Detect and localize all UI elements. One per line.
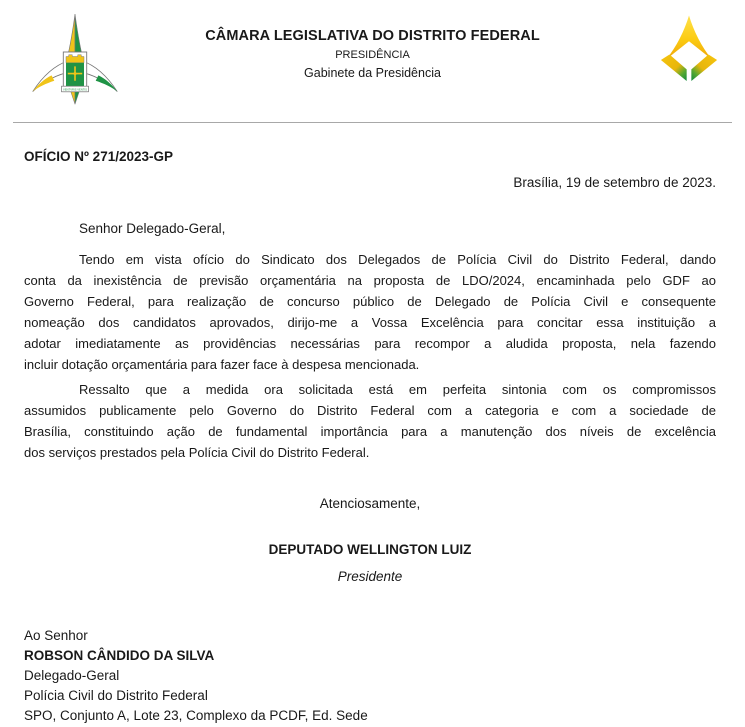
- closing-phrase: Atenciosamente,: [319, 496, 421, 511]
- letterhead-text: [130, 28, 615, 81]
- oficio-reference: OFÍCIO Nº 271/2023-GP: [24, 149, 173, 164]
- recipient-name: ROBSON CÂNDIDO DA SILVA: [24, 648, 215, 663]
- paragraph-line: nomeação dos candidatos aprovados, dirijo-me a Vossa Excelência para concitar essa instituição a: [24, 315, 716, 330]
- paragraph-line: Tendo em vista ofício do Sindicato dos Delegados de Polícia Civil do Distrito Federal, dando: [79, 252, 716, 267]
- paragraph-line: dos serviços prestados pela Polícia Civil do Distrito Federal.: [24, 445, 370, 460]
- recipient-block: [24, 626, 716, 726]
- signer-name: DEPUTADO WELLINGTON LUIZ: [268, 542, 472, 557]
- signer-title: Presidente: [337, 569, 403, 584]
- recipient-org: Polícia Civil do Distrito Federal: [24, 688, 208, 703]
- cldf-logo-icon: [650, 12, 728, 108]
- org-department: PRESIDÊNCIA: [335, 49, 410, 61]
- paragraph-line: incluir dotação orçamentária para fazer face à despesa mencionada.: [24, 357, 420, 372]
- paragraph-line: conta da inexistência de previsão orçamentária na proposta de LDO/2024, encaminhada pelo GDF ao: [24, 273, 716, 288]
- salutation: Senhor Delegado-Geral,: [79, 221, 226, 236]
- letter-body: [24, 122, 716, 726]
- emblem-motto: VENTVRIS VENTIS: [63, 88, 87, 92]
- org-name: CÂMARA LEGISLATIVA DO DISTRITO FEDERAL: [205, 28, 540, 44]
- paragraph-line: assumidos publicamente pelo Governo do Distrito Federal com a categoria e com a sociedade de: [24, 403, 716, 418]
- paragraph-line: Brasília, constituindo ação de fundamental importância para a manutenção dos níveis de excelência: [24, 424, 716, 439]
- recipient-address: SPO, Conjunto A, Lote 23, Complexo da PCDF, Ed. Sede: [24, 708, 368, 723]
- paragraph-line: Ressalto que a medida ora solicitada está em perfeita sintonia com os compromissos: [79, 382, 716, 397]
- date-line: Brasília, 19 de setembro de 2023.: [513, 175, 716, 190]
- paragraph-2: [24, 379, 716, 463]
- paragraph-line: Governo Federal, para realização de concurso público de Delegado de Polícia Civil e consequente: [24, 294, 716, 309]
- paragraph-1: [24, 249, 716, 375]
- recipient-title: Delegado-Geral: [24, 668, 120, 683]
- paragraph-line: adotar imediatamente as providências necessárias para recompor a aludida proposta, nela fazendo: [24, 336, 716, 351]
- recipient-honorific: Ao Senhor: [24, 628, 88, 643]
- org-office: Gabinete da Presidência: [304, 66, 441, 80]
- brasilia-coat-of-arms-icon: [30, 12, 120, 110]
